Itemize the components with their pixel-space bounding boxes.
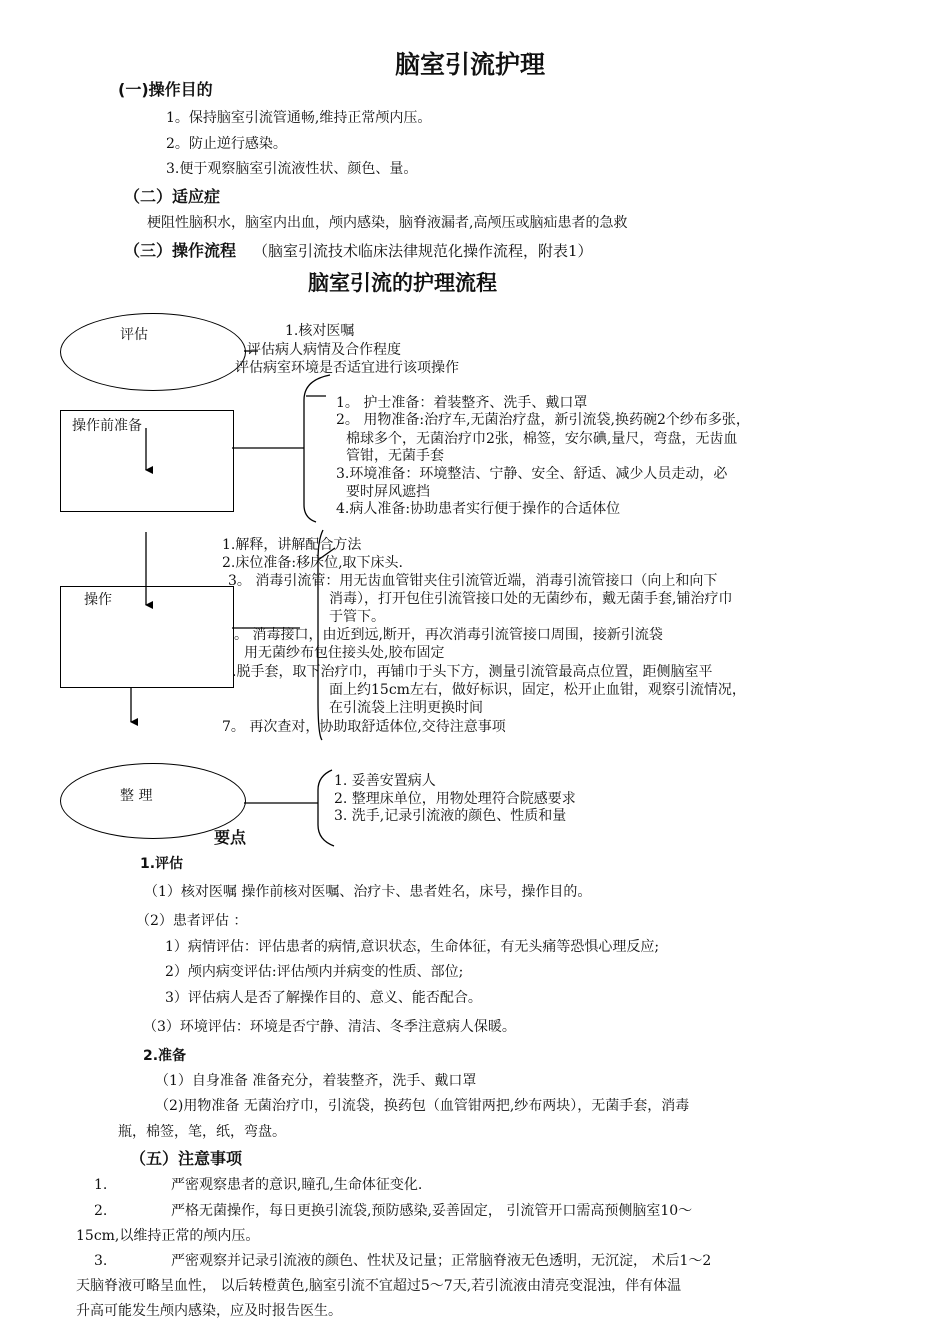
subheading-prepare: 2.准备 xyxy=(143,1048,187,1064)
purpose-item: 3.便于观察脑室引流液性状、颜色、量。 xyxy=(166,161,418,177)
indications-text: 梗阻性脑积水，脑室内出血，颅内感染，脑脊液漏者,高颅压或脑疝患者的急救 xyxy=(147,215,628,231)
note-text: 天脑脊液可略呈血性， 以后转橙黄色,脑室引流不宜超过5～7天,若引流液由清亮变混浊，伴有体温 xyxy=(76,1278,682,1294)
finish-item: 3. 洗手,记录引流液的颜色、性质和量 xyxy=(334,808,567,824)
operation-item: 7。 再次查对，协助取舒适体位,交待注意事项 xyxy=(222,719,506,735)
note-text: 15cm,以维持正常的颅内压。 xyxy=(76,1228,260,1244)
prep-item: 4.病人准备:协助患者实行便于操作的合适体位 xyxy=(336,501,621,517)
note-text: 严格无菌操作，每日更换引流袋,预防感染,妥善固定， 引流管开口需高预侧脑室10～ xyxy=(171,1203,693,1219)
prep-node-label: 操作前准备 xyxy=(72,418,142,434)
key-point-text: （2)用物准备 无菌治疗巾，引流袋，换药包（血管钳两把,纱布两块），无菌手套，消毒 xyxy=(155,1098,690,1114)
assess-node-label: 评估 xyxy=(120,327,148,343)
prep-item: 要时屏风遮挡 xyxy=(346,484,430,500)
prep-item: 2。 用物准备:治疗车,无菌治疗盘，新引流袋,换药碗2个纱布多张， xyxy=(336,412,750,428)
operation-item: 2.床位准备:移床位,取下床头. xyxy=(222,555,403,571)
finish-node-label: 整 理 xyxy=(120,788,153,804)
assess-item: 1.核对医嘱 xyxy=(285,323,355,339)
assess-item: 评估病人病情及合作程度 xyxy=(247,342,401,358)
operation-item: 1.解释，讲解配合方法 xyxy=(222,537,362,553)
operation-node-label: 操作 xyxy=(84,592,112,608)
operation-item: 于管下。 xyxy=(329,609,385,625)
prep-item: 棉球多个，无菌治疗巾2张，棉签，安尔碘,量尺，弯盘，无齿血 xyxy=(346,431,738,447)
operation-item: 消毒），打开包住引流管接口处的无菌纱布，戴无菌手套,铺治疗巾 xyxy=(329,591,733,607)
purpose-item: 2。防止逆行感染。 xyxy=(166,136,287,152)
section-heading-purpose: (一)操作目的 xyxy=(118,80,213,99)
procedure-note: （脑室引流技术临床法律规范化操作流程，附表1） xyxy=(253,242,593,260)
operation-item: 3。 消毒引流管：用无齿血管钳夹住引流管近端，消毒引流管接口（向上和向下 xyxy=(228,573,718,589)
subheading-assess: 1.评估 xyxy=(140,856,184,872)
assess-item: 评估病室环境是否适宜进行该项操作 xyxy=(235,360,459,376)
page-title: 脑室引流护理 xyxy=(395,50,546,79)
section-heading-key-points: 要点 xyxy=(214,828,247,847)
finish-item: 1. 妥善安置病人 xyxy=(334,773,436,789)
key-point-text: （1）核对医嘱 操作前核对医嘱、治疗卡、患者姓名，床号，操作目的。 xyxy=(144,884,592,900)
note-text: 升高可能发生颅内感染，应及时报告医生。 xyxy=(76,1303,342,1319)
operation-item: .脱手套，取下治疗巾，再铺巾于头下方，测量引流管最高点位置，距侧脑室平 xyxy=(232,664,713,680)
prep-item: 1。 护士准备：着装整齐、洗手、戴口罩 xyxy=(336,395,588,411)
purpose-item: 1。保持脑室引流管通畅,维持正常颅内压。 xyxy=(166,110,432,126)
section-heading-procedure: （三）操作流程 xyxy=(124,241,237,260)
key-point-text: 1）病情评估：评估患者的病情,意识状态，生命体征，有无头痛等恐惧心理反应; xyxy=(165,939,660,955)
section-heading-notes: （五）注意事项 xyxy=(130,1149,243,1168)
note-number: 1. xyxy=(94,1177,108,1193)
operation-item: 在引流袋上注明更换时间 xyxy=(329,700,483,716)
flowchart-title: 脑室引流的护理流程 xyxy=(308,271,497,295)
prep-item: 管钳，无菌手套 xyxy=(346,448,444,464)
finish-item: 2. 整理床单位，用物处理符合院感要求 xyxy=(334,791,576,807)
section-heading-indications: （二）适应症 xyxy=(124,187,221,206)
operation-item: 面上约15cm左右，做好标识，固定，松开止血钳，观察引流情况， xyxy=(329,682,746,698)
key-point-text: 2）颅内病变评估:评估颅内并病变的性质、部位; xyxy=(165,964,464,980)
key-point-text: 瓶，棉签，笔，纸，弯盘。 xyxy=(118,1124,286,1140)
note-number: 3. xyxy=(94,1253,108,1269)
key-point-text: （2）患者评估 ： xyxy=(136,913,248,929)
key-point-text: 3）评估病人是否了解操作目的、意义、能否配合。 xyxy=(165,990,482,1006)
key-point-text: （1）自身准备 准备充分，着装整齐，洗手、戴口罩 xyxy=(155,1073,477,1089)
operation-item: 。 消毒接口，由近到远,断开，再次消毒引流管接口周围，接新引流袋 xyxy=(234,627,663,643)
note-text: 严密观察并记录引流液的颜色、性状及记量；正常脑脊液无色透明，无沉淀， 术后1～2 xyxy=(171,1253,712,1269)
note-number: 2. xyxy=(94,1203,108,1219)
key-point-text: （3）环境评估：环境是否宁静、清洁、冬季注意病人保暖。 xyxy=(143,1019,516,1035)
prep-item: 3.环境准备：环境整洁、宁静、安全、舒适、减少人员走动，必 xyxy=(336,466,728,482)
note-text: 严密观察患者的意识,瞳孔,生命体征变化. xyxy=(171,1177,423,1193)
operation-item: 用无菌纱布包住接头处,胶布固定 xyxy=(244,645,445,661)
